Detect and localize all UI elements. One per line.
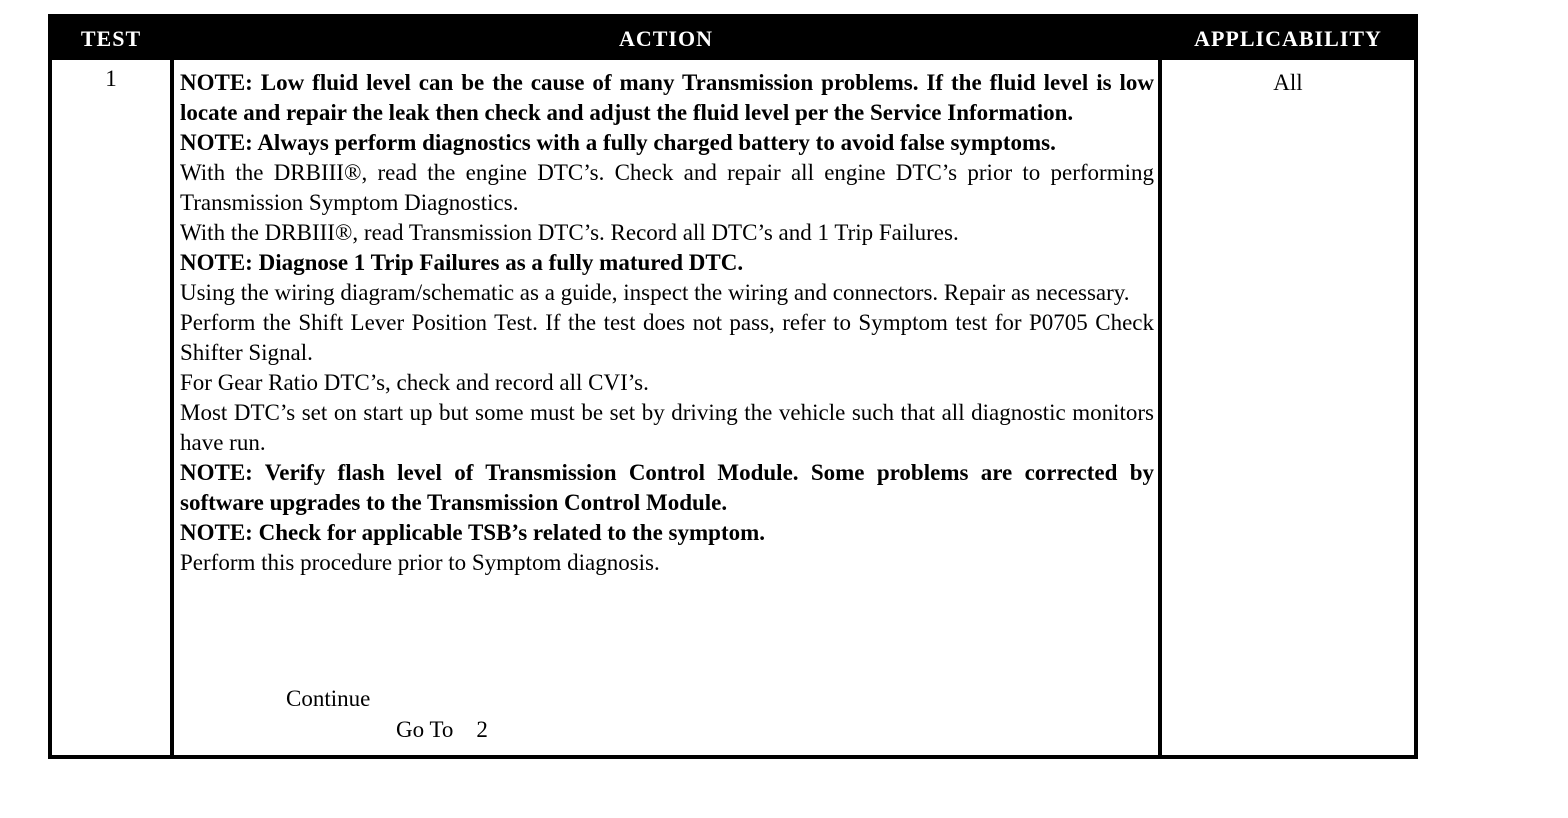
header-applicability: APPLICABILITY	[1194, 26, 1382, 51]
column-divider	[170, 18, 174, 755]
note-paragraph: NOTE: Check for applicable TSB’s related to the symptom.	[180, 520, 766, 545]
header-action: ACTION	[618, 26, 713, 51]
note-paragraph: NOTE: Low fluid level can be the cause of many Transmission problems. If the fluid level is low locate and repair the leak then check and adjust the fluid level per the Service Information.	[180, 70, 1154, 125]
continue-label: Continue	[286, 686, 371, 711]
action-text	[180, 68, 1154, 578]
note-paragraph: NOTE: Diagnose 1 Trip Failures as a fully matured DTC.	[180, 250, 744, 275]
test-table	[48, 14, 1418, 759]
instruction-paragraph: For Gear Ratio DTC’s, check and record all CVI’s.	[180, 370, 649, 395]
goto-target: 2	[476, 717, 488, 742]
instruction-paragraph: With the DRBIII®, read the engine DTC’s. Check and repair all engine DTC’s prior to performing Transmission Symptom Diagnostics.	[180, 160, 1154, 215]
header-test: TEST	[80, 26, 142, 51]
column-divider	[1158, 18, 1162, 755]
instruction-paragraph: Perform this procedure prior to Symptom diagnosis.	[180, 550, 660, 575]
instruction-paragraph: Using the wiring diagram/schematic as a guide, inspect the wiring and connectors. Repair as necessary.	[180, 280, 1130, 305]
applicability-value: All	[1273, 70, 1303, 95]
instruction-paragraph: With the DRBIII®, read Transmission DTC’s. Record all DTC’s and 1 Trip Failures.	[180, 220, 959, 245]
goto-instruction	[396, 717, 488, 743]
note-paragraph: NOTE: Always perform diagnostics with a fully charged battery to avoid false symptoms.	[180, 130, 1056, 155]
instruction-paragraph: Perform the Shift Lever Position Test. If the test does not pass, refer to Symptom test for P0705 Check Shifter Signal.	[180, 310, 1154, 365]
instruction-paragraph: Most DTC’s set on start up but some must be set by driving the vehicle such that all diagnostic monitors have run.	[180, 400, 1154, 455]
goto-label: Go To	[396, 717, 454, 742]
test-number: 1	[105, 66, 117, 91]
note-paragraph: NOTE: Verify flash level of Transmission Control Module. Some problems are corrected by software upgrades to the Transmission Control Module.	[180, 460, 1154, 515]
